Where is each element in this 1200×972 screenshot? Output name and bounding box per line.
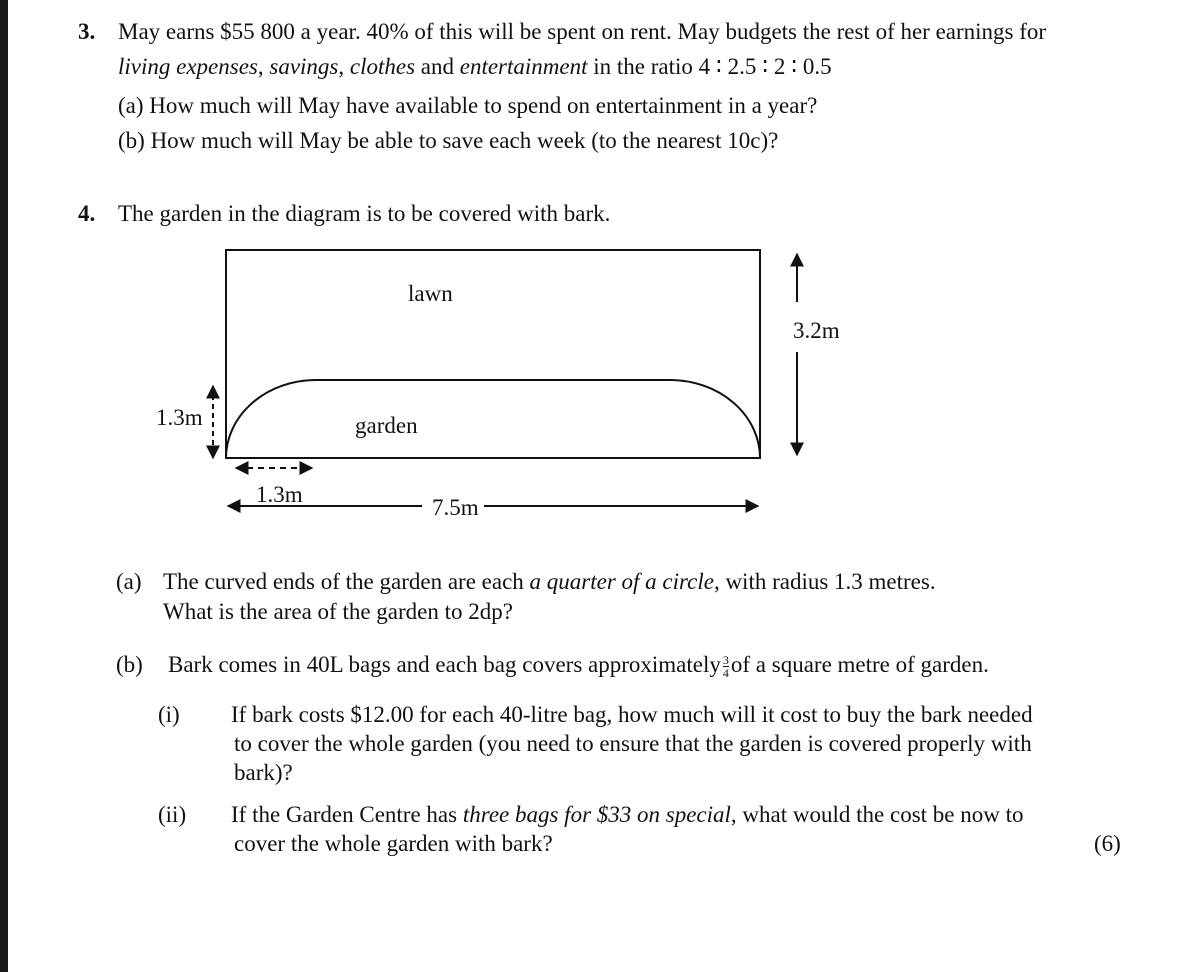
question-4-part-a-label: (a) xyxy=(116,569,142,594)
question-4-part-b-text xyxy=(168,651,989,680)
question-4-part-a-line1 xyxy=(163,568,936,597)
part-a-text: The curved ends of the garden are each xyxy=(163,569,530,594)
term-savings: savings xyxy=(269,54,339,79)
length-label: 7.5m xyxy=(432,495,479,520)
garden-diagram xyxy=(140,240,860,530)
sub-ii-text: If the Garden Centre has xyxy=(231,802,463,827)
sub-i-line2: to cover the whole garden (you need to ensure that the garden is covered properly with xyxy=(234,731,1032,756)
sub-i-line1: If bark costs $12.00 for each 40-litre bag, how much will it cost to buy the bark needed xyxy=(231,702,1033,727)
sub-ii-label: (ii) xyxy=(158,802,187,827)
question-4-part-a-line2: What is the area of the garden to 2dp? xyxy=(163,599,513,624)
term-entertainment: entertainment xyxy=(459,54,588,79)
page-edge-bar xyxy=(0,0,8,972)
fraction-three-quarters xyxy=(723,654,729,679)
question-3-line1: May earns $55 800 a year. 40% of this will be spent on rent. May budgets the rest of her earnings for xyxy=(118,19,1047,44)
fraction-denominator: 4 xyxy=(722,666,729,681)
curve-height-label: 1.3m xyxy=(156,405,203,430)
sub-ii-line2: cover the whole garden with bark? xyxy=(234,831,553,856)
garden-outline xyxy=(226,380,760,458)
garden-label: garden xyxy=(355,413,418,438)
question-4-number: 4. xyxy=(78,201,96,226)
sep: , xyxy=(338,54,350,79)
sub-ii-line1 xyxy=(231,801,1024,830)
question-3-part-a: (a) How much will May have available to spend on entertainment in a year? xyxy=(118,93,818,118)
part-a-text-end: , with radius 1.3 metres. xyxy=(713,569,936,594)
sub-ii-text-end: , what would the cost be now to xyxy=(730,802,1024,827)
lawn-rectangle xyxy=(226,250,760,458)
height-label: 3.2m xyxy=(793,318,840,343)
sub-i-label: (i) xyxy=(158,702,180,727)
ratio-text: in the ratio 4 ∶ 2.5 ∶ 2 ∶ 0.5 xyxy=(587,54,832,79)
question-4-part-b-label: (b) xyxy=(116,652,143,677)
sep: and xyxy=(415,54,460,79)
term-clothes: clothes xyxy=(349,54,416,79)
question-3-number: 3. xyxy=(78,19,96,44)
fraction-numerator: 3 xyxy=(722,653,729,668)
question-4-intro: The garden in the diagram is to be covered with bark. xyxy=(118,201,611,226)
lawn-label: lawn xyxy=(408,281,453,306)
question-3-line2 xyxy=(118,53,832,82)
part-a-emphasis: a quarter of a circle xyxy=(529,569,714,594)
question-3-part-b: (b) How much will May be able to save each week (to the nearest 10c)? xyxy=(118,128,779,153)
term-living-expenses: living expenses xyxy=(118,54,258,79)
curve-width-label: 1.3m xyxy=(256,482,303,507)
part-b-text-end: of a square metre of garden. xyxy=(730,652,989,677)
marks-label: (6) xyxy=(1094,831,1121,856)
sep: , xyxy=(257,54,270,79)
sub-ii-emphasis: three bags for $33 on special xyxy=(462,802,731,827)
sub-i-line3: bark)? xyxy=(234,760,293,785)
part-b-text: Bark comes in 40L bags and each bag covers approximately xyxy=(168,652,721,677)
